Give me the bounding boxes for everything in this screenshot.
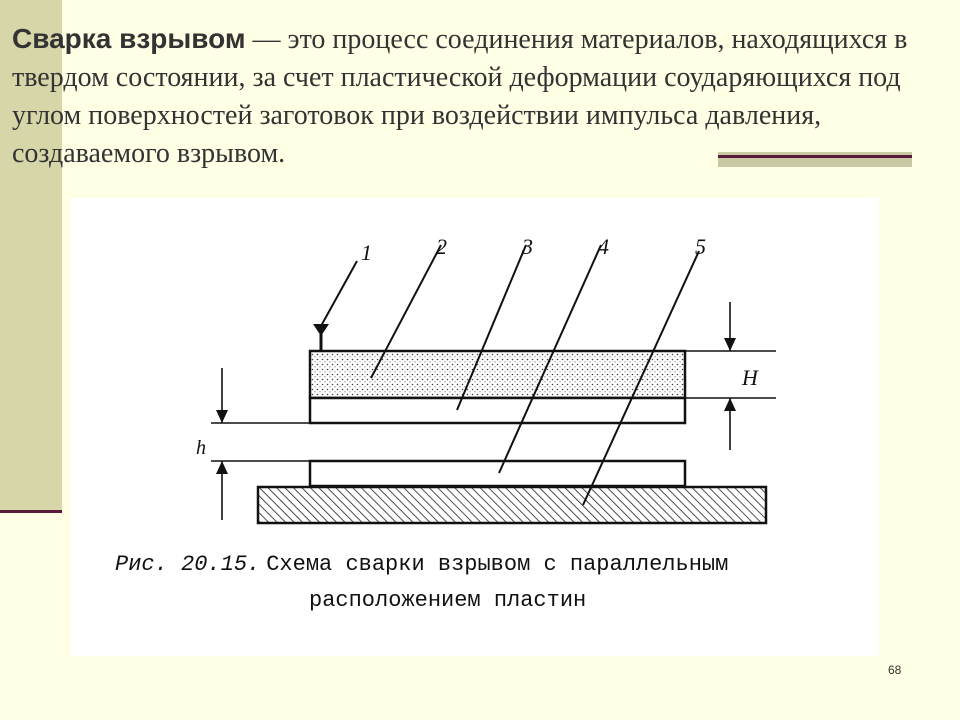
- sidebar-divider: [0, 510, 62, 513]
- flyer-plate: [310, 398, 685, 423]
- base-plate: [310, 461, 685, 486]
- figure-caption-title: Схема сварки взрывом с параллельным: [266, 552, 729, 577]
- welding-scheme-figure: [71, 198, 879, 656]
- page-number: 68: [888, 663, 902, 677]
- explosive-charge-layer: [310, 351, 685, 398]
- dimension-H: [685, 302, 776, 450]
- dimension-h-label: h: [196, 437, 206, 459]
- part-label-2: 2: [436, 234, 447, 259]
- dimension-H-arrow-top: [724, 338, 736, 351]
- welding-scheme-diagram: [71, 198, 879, 656]
- leader-line-1: [321, 261, 357, 326]
- dimension-H-label: H: [742, 365, 758, 390]
- figure-caption-line-2: расположением пластин: [309, 588, 587, 613]
- dimension-h-arrow-bottom: [216, 461, 228, 474]
- part-label-3: 3: [522, 234, 533, 259]
- dimension-h-arrow-top: [216, 410, 228, 423]
- definition-text: — это процесс соединения материалов, находящихся в твердом состоянии, за счет пластической деформации соударяющихся под углом поверхностей заготовок при воздействии импульса давления, создаваемого взрывом.: [12, 24, 908, 169]
- definition-paragraph: [12, 20, 947, 173]
- anvil-support: [258, 487, 766, 523]
- part-label-5: 5: [695, 234, 706, 259]
- figure-caption-prefix: Рис. 20.15.: [115, 552, 261, 577]
- figure-caption-line-1: [115, 552, 728, 577]
- detonator-icon: [313, 324, 329, 350]
- part-label-1: 1: [361, 240, 372, 265]
- definition-term: Сварка взрывом: [12, 23, 246, 54]
- part-label-4: 4: [598, 234, 609, 259]
- dimension-H-arrow-bottom: [724, 398, 736, 411]
